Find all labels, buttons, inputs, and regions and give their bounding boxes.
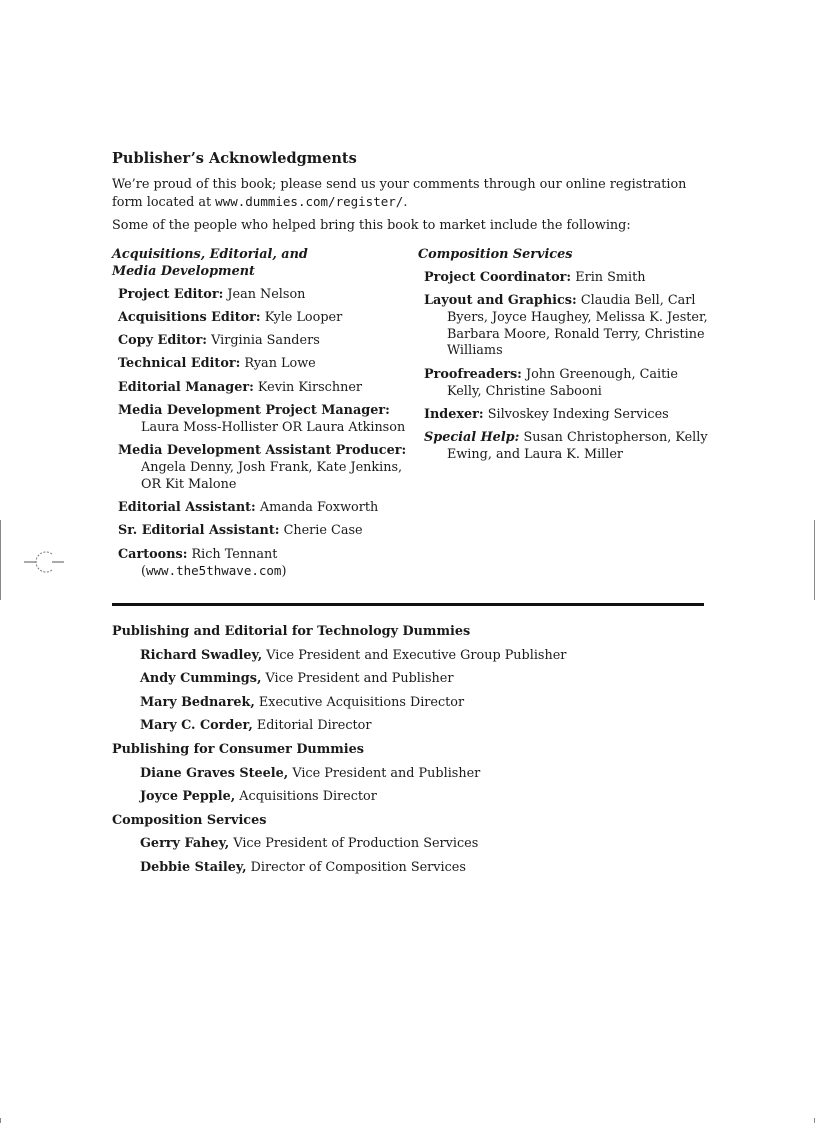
credit-entry: Media Development Project Manager: Laura Moss-Hollister OR Laura Atkinson	[118, 403, 406, 435]
person-entry: Mary C. Corder, Editorial Director	[140, 718, 372, 734]
person-entry: Gerry Fahey, Vice President of Production Services	[140, 836, 479, 852]
credit-entry: Layout and Graphics: Claudia Bell, Carl Byers, Joyce Haughey, Melissa K. Jester, Barbara Moore, Ronald Terry, Christine Williams	[424, 293, 708, 359]
credit-entry: Editorial Assistant: Amanda Foxworth	[118, 500, 379, 516]
registration-link[interactable]: www.dummies.com/register/	[215, 194, 404, 209]
credit-entry: Indexer: Silvoskey Indexing Services	[424, 406, 669, 422]
publishing-credits	[112, 624, 712, 884]
credit-entry: Sr. Editorial Assistant: Cherie Case	[118, 523, 363, 539]
credit-entry: Copy Editor: Virginia Sanders	[118, 333, 320, 349]
group-heading: Publishing for Consumer Dummies	[112, 741, 365, 757]
credit-entry: Cartoons: Rich Tennant (www.the5thwave.com)	[118, 546, 287, 580]
credit-entry: Editorial Manager: Kevin Kirschner	[118, 379, 363, 395]
person-entry: Debbie Stailey, Director of Composition Services	[140, 859, 466, 875]
credit-entry: Project Editor: Jean Nelson	[118, 286, 306, 302]
page-title: Publisher’s Acknowledgments	[112, 150, 357, 167]
registration-mark-icon	[22, 548, 66, 576]
credit-entry: Project Coordinator: Erin Smith	[424, 269, 646, 285]
credit-entry: Media Development Assistant Producer: Angela Denny, Josh Frank, Kate Jenkins, OR Kit Malone	[118, 443, 407, 492]
credit-entry: Special Help: Susan Christopherson, Kelly Ewing, and Laura K. Miller	[424, 430, 708, 462]
person-entry: Diane Graves Steele, Vice President and Publisher	[140, 765, 481, 781]
crop-mark-left-vertical	[0, 520, 1, 600]
person-entry: Richard Swadley, Vice President and Executive Group Publisher	[140, 647, 567, 663]
section-divider	[112, 603, 704, 606]
person-entry: Mary Bednarek, Executive Acquisitions Director	[140, 694, 465, 710]
person-entry: Andy Cummings, Vice President and Publisher	[140, 671, 454, 687]
crop-mark-bottom-right	[814, 1118, 815, 1123]
group-heading: Composition Services	[112, 812, 267, 828]
column-heading: Acquisitions, Editorial, and Media Development	[112, 247, 308, 279]
credit-entry: Acquisitions Editor: Kyle Looper	[118, 309, 343, 325]
credits-column-right	[418, 247, 713, 470]
group-heading: Publishing and Editorial for Technology Dummies	[112, 624, 471, 639]
column-heading: Composition Services	[418, 247, 573, 262]
crop-mark-bottom-left	[0, 1118, 1, 1123]
intro-paragraph-2: Some of the people who helped bring this book to market include the following:	[112, 218, 631, 233]
crop-mark-right-vertical	[814, 520, 815, 600]
credit-entry: Technical Editor: Ryan Lowe	[118, 356, 316, 372]
intro-paragraph-1: We’re proud of this book; please send us your comments through our online registration form located at www.dummies.com/register/.	[112, 177, 687, 210]
person-entry: Joyce Pepple, Acquisitions Director	[140, 789, 377, 805]
intro-text	[112, 176, 712, 240]
credits-column-left	[112, 247, 412, 588]
cartoons-link[interactable]: www.the5thwave.com	[146, 563, 282, 579]
credit-entry: Proofreaders: John Greenough, Caitie Kelly, Christine Sabooni	[424, 366, 678, 399]
